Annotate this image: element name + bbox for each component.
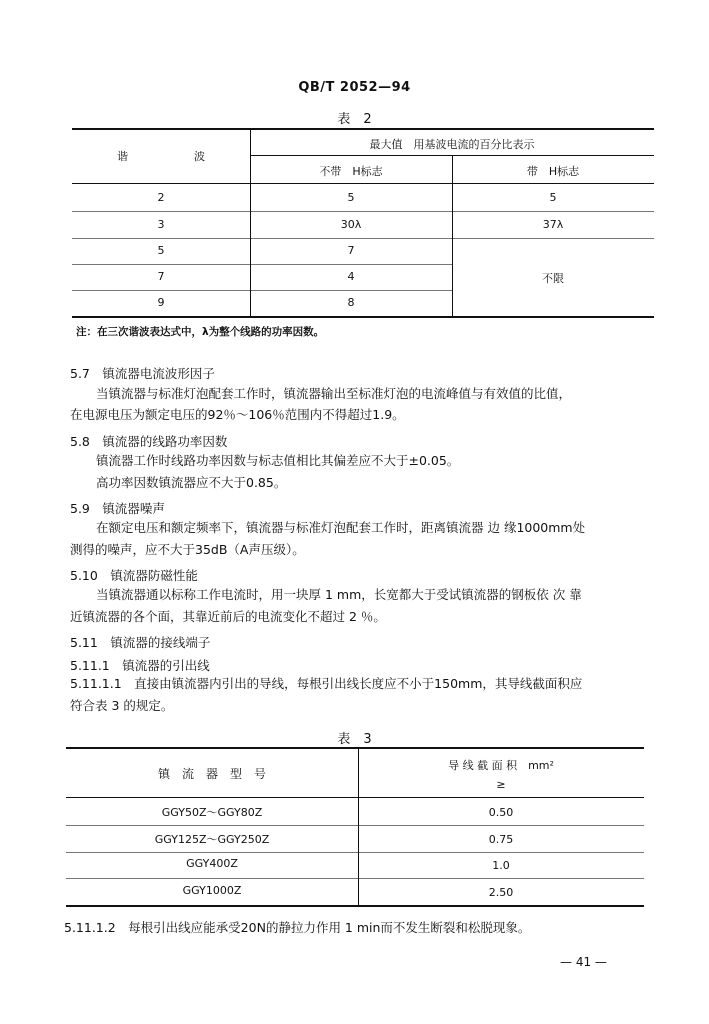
table-2-header-spectrum: 谐 波 bbox=[117, 150, 205, 163]
table-rule bbox=[66, 852, 644, 853]
section-5-10-line1: 当镇流器通以标称工作电流时，用一块厚 1 mm，长宽都大于受试镇流器的钢板依 次 靠 bbox=[96, 587, 582, 602]
table-row: GGY50Z～GGY80Z bbox=[161, 806, 263, 819]
table-rule bbox=[66, 747, 644, 749]
section-5-8-line1: 镇流器工作时线路功率因数与标志值相比其偏差应不大于±0.05。 bbox=[96, 453, 460, 468]
section-5-11-1-2-line1: 5.11.1.2 每根引出线应能承受20N的静拉力作用 1 min而不发生断裂和松脱现象。 bbox=[64, 920, 531, 935]
section-5-11-1-1-line2: 符合表 3 的规定。 bbox=[70, 698, 174, 713]
table-row: 5 bbox=[347, 191, 355, 204]
table-rule bbox=[66, 878, 644, 879]
table-row: 0.75 bbox=[488, 833, 514, 846]
table-3-header-area: 导 线 截 面 积 mm² bbox=[448, 759, 554, 772]
table-rule bbox=[72, 264, 452, 265]
page-header: QB/T 2052—94 bbox=[298, 80, 411, 95]
table-2-header-no-h: 不带 H标志 bbox=[319, 165, 383, 178]
table-row: 2.50 bbox=[488, 886, 514, 899]
table-row: 9 bbox=[157, 296, 165, 309]
table-merged-cell: 不限 bbox=[542, 272, 564, 285]
table-2-header-group: 最大值 用基波电流的百分比表示 bbox=[369, 138, 535, 151]
table-rule bbox=[452, 155, 453, 317]
table-3-caption: 表 3 bbox=[337, 732, 372, 747]
table-row: 7 bbox=[347, 244, 355, 257]
table-row: 3 bbox=[157, 218, 165, 231]
table-row: 8 bbox=[347, 296, 355, 309]
table-rule bbox=[72, 211, 654, 212]
section-5-11-1-title: 5.11.1 镇流器的引出线 bbox=[70, 658, 210, 673]
table-row: GGY1000Z bbox=[182, 884, 242, 897]
page-number: — 41 — bbox=[560, 955, 607, 969]
table-row: 5 bbox=[157, 244, 165, 257]
table-rule bbox=[72, 316, 654, 318]
table-2-header-h: 带 H标志 bbox=[526, 165, 580, 178]
table-row: GGY125Z～GGY250Z bbox=[154, 833, 270, 846]
table-rule bbox=[66, 797, 644, 798]
table-row: 5 bbox=[549, 191, 557, 204]
section-5-8-line2: 高功率因数镇流器应不大于0.85。 bbox=[96, 475, 287, 490]
section-5-10-title: 5.10 镇流器防磁性能 bbox=[70, 568, 198, 583]
table-3-header-area-sub: ≥ bbox=[496, 778, 506, 791]
section-5-9-title: 5.9 镇流器噪声 bbox=[70, 501, 165, 516]
table-2-caption: 表 2 bbox=[337, 112, 372, 127]
section-5-10-line2: 近镇流器的各个面，其靠近前后的电流变化不超过 2 ％。 bbox=[70, 609, 386, 624]
section-5-9-line1: 在额定电压和额定频率下，镇流器与标准灯泡配套工作时，距离镇流器 边 缘1000mm处 bbox=[96, 520, 586, 535]
section-5-11-title: 5.11 镇流器的接线端子 bbox=[70, 635, 211, 650]
table-row: 0.50 bbox=[488, 806, 514, 819]
section-5-11-1-1-line1: 5.11.1.1 直接由镇流器内引出的导线，每根引出线长度应不小于150mm，其导线截面积应 bbox=[70, 676, 583, 691]
table-2-note: 注：在三次谐波表达式中，λ为整个线路的功率因数。 bbox=[76, 326, 325, 338]
table-row: GGY400Z bbox=[186, 857, 238, 870]
table-rule bbox=[72, 238, 654, 239]
table-3-header-model: 镇 流 器 型 号 bbox=[157, 767, 266, 781]
table-rule bbox=[72, 183, 654, 184]
table-row: 30λ bbox=[340, 218, 362, 231]
section-5-7-line1: 当镇流器与标准灯泡配套工作时，镇流器输出至标准灯泡的电流峰值与有效值的比值， bbox=[96, 386, 572, 401]
section-5-7-line2: 在电源电压为额定电压的92％～106％范围内不得超过1.9。 bbox=[70, 407, 405, 422]
section-5-7-title: 5.7 镇流器电流波形因子 bbox=[70, 366, 215, 381]
table-row: 37λ bbox=[542, 218, 564, 231]
section-5-8-title: 5.8 镇流器的线路功率因数 bbox=[70, 434, 228, 449]
table-row: 4 bbox=[347, 270, 355, 283]
table-rule bbox=[72, 290, 452, 291]
table-row: 7 bbox=[157, 270, 165, 283]
table-rule bbox=[66, 905, 644, 907]
section-5-9-line2: 测得的噪声，应不大于35dB（A声压级）。 bbox=[70, 542, 305, 557]
table-rule bbox=[66, 825, 644, 826]
table-row: 2 bbox=[157, 191, 165, 204]
table-rule bbox=[72, 128, 654, 130]
table-row: 1.0 bbox=[492, 859, 510, 872]
